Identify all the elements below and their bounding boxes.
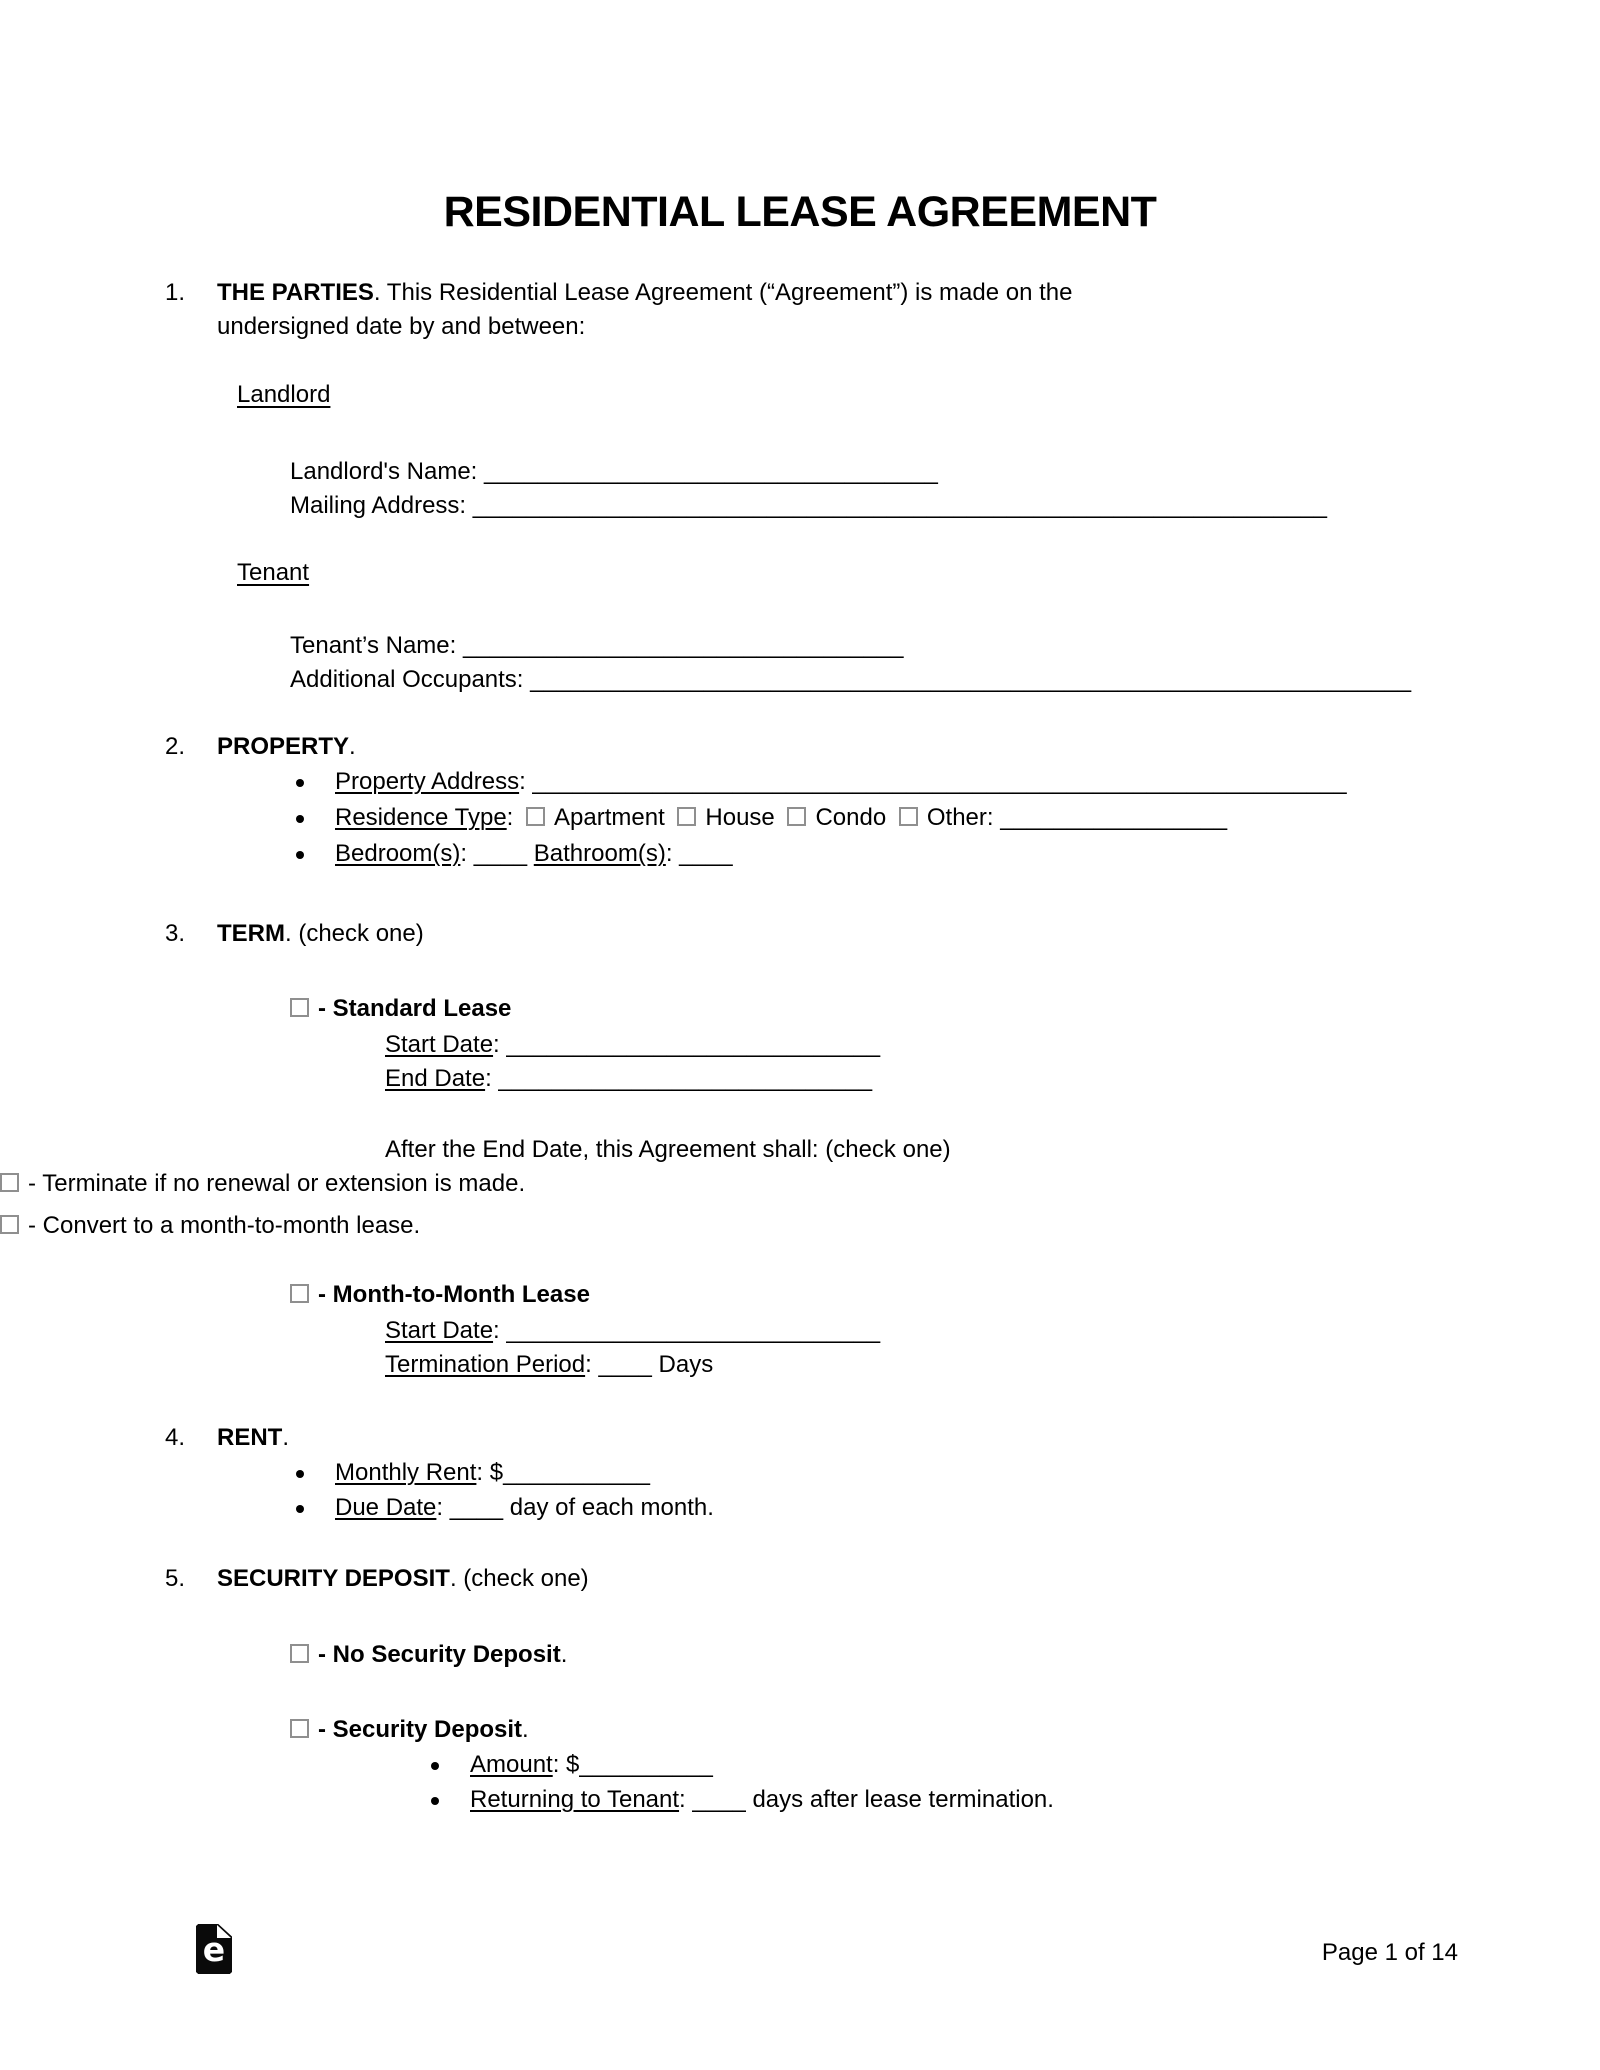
amount-label: Amount — [470, 1751, 553, 1778]
month-to-month-option — [290, 1278, 1600, 1312]
standard-start-date-row — [385, 1028, 1600, 1062]
section-heading: TERM — [217, 920, 285, 947]
section-rent — [165, 1421, 1460, 1455]
month-to-month-label: - Month-to-Month Lease — [318, 1281, 590, 1308]
option-other-label: Other: — [926, 804, 994, 831]
section-heading-period: . — [349, 733, 356, 760]
mailing-address-blank[interactable]: ________________________________________________________________ — [466, 492, 1328, 519]
page-number: Page 1 of 14 — [1321, 1939, 1458, 1966]
colon: : — [436, 1494, 444, 1521]
returning-suffix: days after lease termination. — [745, 1786, 1054, 1813]
checkbox-apartment[interactable] — [526, 807, 545, 826]
checkbox-convert[interactable] — [0, 1215, 19, 1234]
tenant-name-blank[interactable]: _________________________________ — [456, 632, 904, 659]
section-intro-line2: undersigned date by and between: — [217, 313, 586, 340]
bathrooms-blank[interactable]: ____ — [672, 840, 733, 867]
landlord-name-label: Landlord's Name: — [290, 458, 478, 485]
residence-type-item — [0, 800, 1600, 836]
landlord-heading: Landlord — [237, 381, 331, 408]
rent-bullet-list — [0, 1455, 1600, 1525]
due-date-suffix: day of each month. — [503, 1494, 714, 1521]
section-number: 4. — [165, 1424, 186, 1451]
section-number: 1. — [165, 279, 186, 306]
checkbox-condo[interactable] — [787, 807, 806, 826]
termination-period-suffix: Days — [651, 1351, 714, 1378]
section-heading: PROPERTY — [217, 733, 350, 760]
option-apartment-label: Apartment — [554, 804, 665, 831]
section-parties — [165, 276, 1460, 344]
colon: : — [665, 840, 673, 867]
landlord-name-blank[interactable]: __________________________________ — [477, 458, 938, 485]
section-heading-suffix: . (check one) — [449, 1565, 589, 1592]
colon: : — [485, 1065, 492, 1092]
eforms-logo — [196, 1924, 232, 1974]
returning-label: Returning to Tenant — [470, 1786, 680, 1813]
logo-letter: e — [202, 1930, 226, 1969]
due-date-item — [0, 1490, 1600, 1525]
colon: : — [679, 1786, 686, 1813]
checkbox-terminate[interactable] — [0, 1173, 19, 1192]
terminate-option-label: - Terminate if no renewal or extension is made. — [28, 1170, 526, 1197]
termination-period-blank[interactable]: ____ — [591, 1351, 652, 1378]
section-security-deposit — [165, 1562, 1460, 1596]
tenant-heading: Tenant — [237, 559, 310, 586]
after-end-date-intro: After the End Date, this Agreement shall: (check one) — [385, 1136, 951, 1163]
returning-item — [0, 1782, 1600, 1817]
termination-period-row — [385, 1348, 1600, 1382]
standard-lease-label: - Standard Lease — [318, 995, 512, 1022]
section-heading: SECURITY DEPOSIT — [217, 1565, 450, 1592]
monthly-rent-item — [0, 1455, 1600, 1490]
occupants-row — [290, 663, 1600, 697]
monthly-rent-blank[interactable]: $___________ — [483, 1459, 650, 1486]
bedrooms-blank[interactable]: ____ — [467, 840, 534, 867]
end-date-label: End Date — [385, 1065, 486, 1092]
colon: : — [476, 1459, 484, 1486]
security-deposit-option — [290, 1713, 1600, 1747]
returning-blank[interactable]: ____ — [685, 1786, 746, 1813]
section-heading: THE PARTIES — [217, 279, 374, 306]
checkbox-house[interactable] — [677, 807, 696, 826]
other-blank[interactable]: _________________ — [993, 804, 1228, 831]
security-deposit-label: - Security Deposit — [318, 1716, 523, 1743]
checkbox-other[interactable] — [899, 807, 918, 826]
section-number: 5. — [165, 1565, 186, 1592]
rooms-item — [0, 836, 1600, 872]
colon: : — [506, 804, 514, 831]
section-term — [165, 917, 1460, 951]
convert-option-label: - Convert to a month-to-month lease. — [28, 1212, 421, 1239]
checkbox-standard-lease[interactable] — [290, 998, 309, 1017]
start-date-label: Start Date — [385, 1317, 494, 1344]
standard-end-date-row — [385, 1062, 1600, 1096]
colon: : — [493, 1317, 500, 1344]
property-bullet-list — [0, 764, 1600, 872]
option-condo-label: Condo — [815, 804, 887, 831]
residence-type-label: Residence Type — [335, 804, 507, 831]
mailing-address-label: Mailing Address: — [290, 492, 467, 519]
start-date-label: Start Date — [385, 1031, 494, 1058]
property-address-item — [0, 764, 1600, 800]
occupants-label: Additional Occupants: — [290, 666, 524, 693]
page-title: RESIDENTIAL LEASE AGREEMENT — [443, 188, 1157, 236]
mtm-start-date-row — [385, 1314, 1600, 1348]
colon: : — [493, 1031, 500, 1058]
occupants-blank[interactable]: __________________________________________________________________ — [523, 666, 1412, 693]
option-house-label: House — [705, 804, 775, 831]
no-security-deposit-label: - No Security Deposit — [318, 1641, 561, 1668]
security-deposit-bullet-list — [0, 1747, 1600, 1817]
bedrooms-label: Bedroom(s) — [335, 840, 461, 867]
section-heading-period: . — [282, 1424, 290, 1451]
colon: : — [585, 1351, 592, 1378]
convert-option — [0, 1209, 1600, 1243]
checkbox-security-deposit[interactable] — [290, 1719, 309, 1738]
terminate-option — [0, 1167, 1600, 1201]
checkbox-no-security-deposit[interactable] — [290, 1644, 309, 1663]
section-intro-line1: . This Residential Lease Agreement (“Agreement”) is made on the — [373, 279, 1073, 306]
mailing-address-row — [290, 489, 1600, 523]
section-number: 2. — [165, 733, 186, 760]
start-date-blank[interactable]: ____________________________ — [499, 1031, 881, 1058]
section-number: 3. — [165, 920, 186, 947]
due-date-blank[interactable]: ____ — [443, 1494, 504, 1521]
property-address-blank[interactable]: _____________________________________________________________ — [525, 768, 1347, 795]
termination-period-label: Termination Period — [385, 1351, 586, 1378]
landlord-name-row — [290, 455, 1600, 489]
monthly-rent-label: Monthly Rent — [335, 1459, 477, 1486]
after-end-date-options — [0, 1167, 1600, 1243]
end-date-blank[interactable]: ____________________________ — [491, 1065, 873, 1092]
no-security-deposit-option — [290, 1638, 1600, 1672]
colon: : — [460, 840, 468, 867]
bathrooms-label: Bathroom(s) — [533, 840, 666, 867]
section-property — [165, 730, 1460, 764]
tenant-name-label: Tenant’s Name: — [290, 632, 457, 659]
colon: : — [519, 768, 526, 795]
tenant-name-row — [290, 629, 1600, 663]
section-heading: RENT — [217, 1424, 283, 1451]
period: . — [522, 1716, 529, 1743]
period: . — [560, 1641, 568, 1668]
section-heading-suffix: . (check one) — [285, 920, 424, 947]
due-date-label: Due Date — [335, 1494, 437, 1521]
property-address-label: Property Address — [335, 768, 520, 795]
amount-item — [0, 1747, 1600, 1782]
colon: : — [552, 1751, 560, 1778]
checkbox-month-to-month[interactable] — [290, 1284, 309, 1303]
mtm-start-date-blank[interactable]: ____________________________ — [499, 1317, 881, 1344]
amount-blank[interactable]: $__________ — [559, 1751, 713, 1778]
standard-lease-option — [290, 992, 1600, 1026]
